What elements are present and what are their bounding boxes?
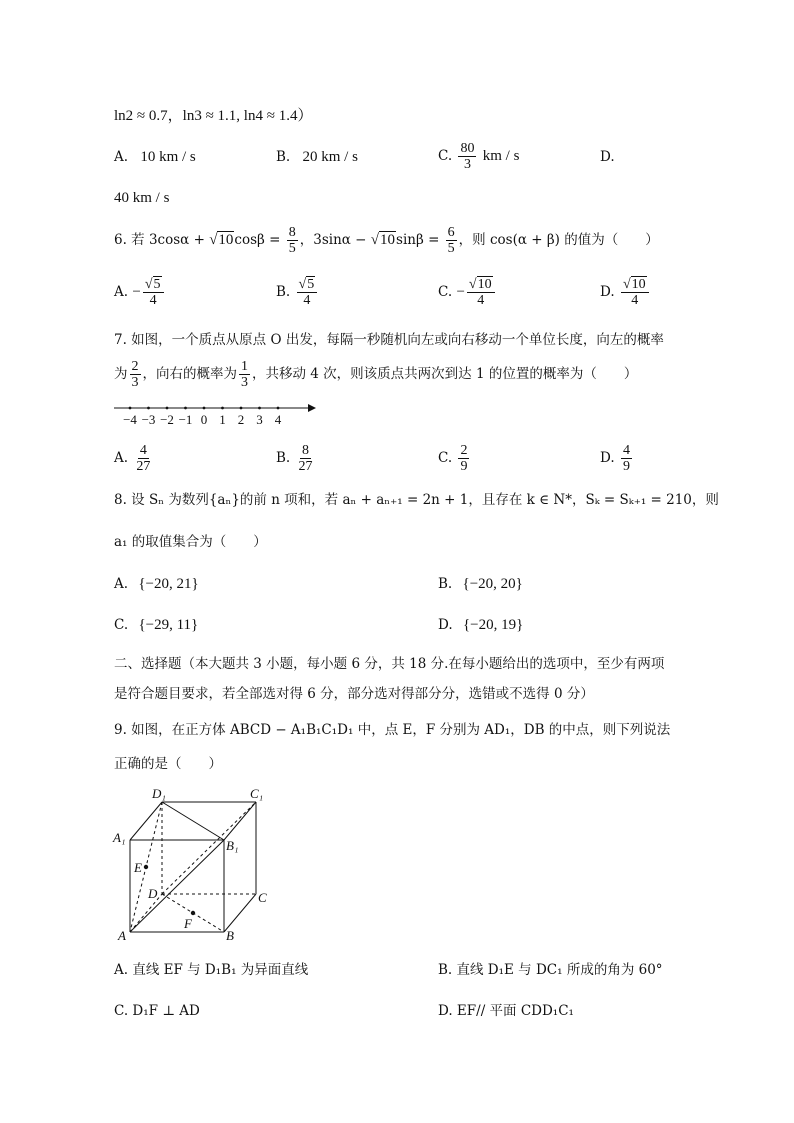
q8-option-c[interactable]: C. {−29, 11} — [114, 617, 199, 633]
q7-stem-line2: 为 $\frac{2}{3}$ ，向右的概率为 $\frac{1}{3}$ ，共移动 4 次，则该质点共两次到达 1 的位置的概率为（ ） — [114, 359, 638, 390]
q5-option-a[interactable] — [114, 147, 196, 167]
edge-C1B1 — [224, 802, 256, 840]
q5-option-c[interactable] — [438, 138, 519, 174]
number-line-label: 3 — [256, 412, 263, 427]
number-line-tick — [184, 407, 187, 410]
q9-option-c[interactable]: C. D₁F ⊥ AD — [114, 1003, 200, 1019]
number-line-tick — [147, 407, 150, 410]
q8-option-d[interactable]: D. {−20, 19} — [438, 617, 524, 633]
q9-option-b[interactable]: B. 直线 D₁E 与 DC₁ 所成的角为 60° — [438, 962, 663, 978]
option-value: 20 km / s — [302, 149, 358, 165]
q5-option-d-value: 40 km / s — [114, 190, 170, 206]
q9-option-a[interactable]: A. 直线 EF 与 D₁B₁ 为异面直线 — [114, 962, 309, 978]
q8-stem-line1: 8. 设 Sₙ 为数列{aₙ}的前 n 项和，若 aₙ + aₙ₊₁ = 2n + 1，且存在 k ∈ N*，Sₖ = Sₖ₊₁ = 210，则 — [114, 492, 719, 508]
point-F — [191, 911, 195, 915]
number-line-figure — [112, 398, 318, 428]
label-C: C — [258, 890, 267, 905]
q8-stem-line2: a₁ 的取值集合为（ ） — [114, 534, 267, 550]
section2-heading-line2: 是符合题目要求，若全部选对得 6 分，部分选对得部分分，选错或不选得 0 分） — [114, 686, 594, 702]
q5-option-b[interactable] — [276, 147, 358, 167]
label-E: E — [134, 860, 142, 875]
number-line-tick — [129, 407, 132, 410]
number-line-label: 4 — [274, 412, 282, 427]
segment-DC1-hidden — [162, 802, 256, 894]
edge-CB — [224, 894, 256, 932]
q7-option-d[interactable]: D. $\frac{4}{9}$ — [600, 443, 630, 474]
option-unit: km / s — [482, 148, 520, 164]
label-B: B — [226, 928, 234, 943]
number-line-tick — [258, 407, 261, 410]
number-line-label: −1 — [178, 412, 193, 427]
label-F: F — [184, 916, 192, 931]
label-D1: D₁ — [152, 786, 166, 801]
option-label: C. — [438, 148, 453, 164]
point-E — [144, 865, 148, 869]
q5-option-d-label[interactable]: D. — [600, 149, 615, 165]
ln-hint-line: ln2 ≈ 0.7，ln3 ≈ 1.1, ln4 ≈ 1.4） — [114, 108, 313, 124]
segment-D1B1 — [162, 802, 224, 840]
number-line-tick — [240, 407, 243, 410]
number-line-label: 1 — [219, 412, 226, 427]
number-line-label: −2 — [160, 412, 174, 427]
label-D: D — [148, 886, 158, 901]
option-label: A. — [114, 149, 129, 165]
number-line-label: −3 — [141, 412, 156, 427]
label-C1: C₁ — [250, 786, 264, 801]
number-line-label: 2 — [237, 412, 245, 427]
section2-heading-line1: 二、选择题（本大题共 3 小题，每小题 6 分，共 18 分.在每小题给出的选项中，至少有两项 — [114, 656, 665, 672]
q9-option-d[interactable]: D. EF// 平面 CDD₁C₁ — [438, 1003, 574, 1019]
q6-option-d[interactable]: D. $\frac{√10}{4}$ — [600, 274, 651, 310]
cube-figure — [110, 782, 280, 944]
q8-option-b[interactable]: B. {−20, 20} — [438, 576, 523, 592]
q7-stem-line1: 7. 如图，一个质点从原点 O 出发，每隔一秒随机向左或向右移动一个单位长度，向左的概率 — [114, 332, 664, 348]
q6-option-b[interactable]: B. $\frac{√5}{4}$ — [276, 274, 319, 310]
number-line-label: 0 — [200, 412, 208, 427]
q6-option-c[interactable]: C. − $\frac{√10}{4}$ — [438, 274, 497, 310]
q7-option-a[interactable]: A. $\frac{4}{27}$ — [114, 443, 151, 474]
q6-option-a[interactable]: A. − $\frac{√5}{4}$ — [114, 274, 166, 310]
number-line-tick — [166, 407, 169, 410]
q8-option-a[interactable]: A. {−20, 21} — [114, 576, 199, 592]
q9-stem-line2: 正确的是（ ） — [114, 756, 222, 772]
option-value: 10 km / s — [140, 149, 196, 165]
number-line-arrow — [308, 404, 316, 412]
q9-stem-line1: 9. 如图，在正方体 ABCD − A₁B₁C₁D₁ 中，点 E，F 分别为 AD₁，DB 的中点，则下列说法 — [114, 722, 671, 738]
q6-stem: 6. 若 3cosα + √10cosβ = $\frac{8}{5}$ ，3sinα − √10sinβ = $\frac{6}{5}$ ，则 cos(α + β) 的值为（ ） — [114, 225, 659, 256]
number-line-tick — [277, 407, 280, 410]
segment-AB1 — [130, 840, 224, 932]
fraction: $\frac{80}{3}$ — [460, 141, 475, 172]
number-line-tick — [203, 407, 206, 410]
number-line-tick — [221, 407, 224, 410]
label-A: A — [118, 928, 126, 943]
option-label: B. — [276, 149, 291, 165]
label-A1: A₁ — [113, 830, 126, 845]
label-B1: B₁ — [226, 838, 239, 853]
q7-option-b[interactable]: B. $\frac{8}{27}$ — [276, 443, 313, 474]
q7-option-c[interactable]: C. $\frac{2}{9}$ — [438, 443, 468, 474]
number-line-label: −4 — [123, 412, 137, 427]
